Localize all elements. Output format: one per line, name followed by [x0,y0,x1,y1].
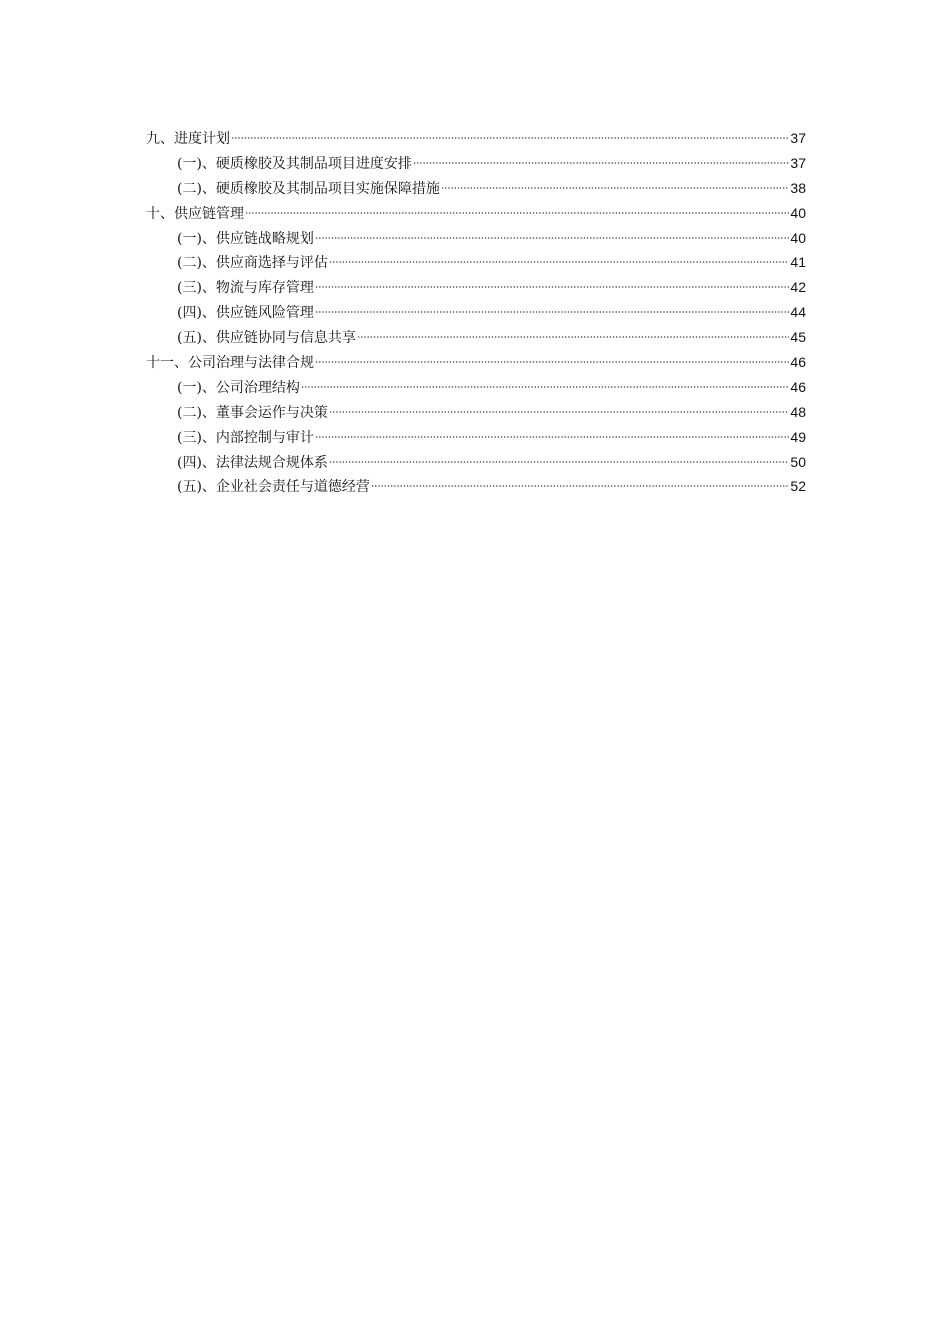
toc-entry-page-number: 38 [790,179,806,196]
toc-dot-leader [357,336,789,338]
toc-entry-title: 九、进度计划 [146,131,230,147]
toc-entry-title: (三)、物流与库存管理 [177,280,314,297]
toc-entry-title: (一)、公司治理结构 [177,379,300,396]
toc-entry[interactable] [146,226,806,251]
toc-entry[interactable] [146,300,806,325]
toc-entry[interactable] [146,400,806,425]
toc-entry[interactable] [146,176,806,201]
toc-dot-leader [245,212,789,214]
toc-entry-page-number: 50 [790,453,806,470]
toc-entry[interactable] [146,375,806,400]
toc-entry[interactable] [146,275,806,300]
toc-entry-page-number: 44 [790,304,806,321]
toc-entry[interactable] [146,151,806,176]
toc-entry-page-number: 42 [790,279,806,296]
toc-entry[interactable] [146,425,806,450]
toc-entry-title: (四)、法律法规合规体系 [177,454,328,471]
toc-entry-title: (二)、硬质橡胶及其制品项目实施保障措施 [177,180,440,197]
toc-dot-leader [329,461,789,463]
toc-entry[interactable] [146,350,806,375]
toc-dot-leader [231,137,789,139]
toc-entry-page-number: 48 [790,403,806,420]
toc-entry-title: (一)、供应链战略规划 [177,230,314,247]
toc-entry-page-number: 41 [790,254,806,271]
toc-entry-title: 十一、公司治理与法律合规 [146,355,314,372]
toc-entry[interactable] [146,325,806,350]
toc-entry-title: 十、供应链管理 [146,205,244,222]
toc-entry-title: (二)、供应商选择与评估 [177,255,328,272]
toc-dot-leader [315,237,789,239]
toc-entry-title: (四)、供应链风险管理 [177,305,314,322]
toc-dot-leader [315,361,789,363]
toc-entry-page-number: 37 [790,154,806,171]
toc-entry-title: (一)、硬质橡胶及其制品项目进度安排 [177,155,412,172]
toc-entry[interactable] [146,474,806,499]
toc-entry-page-number: 37 [790,130,806,146]
toc-dot-leader [315,436,789,438]
toc-entry-page-number: 40 [790,229,806,246]
toc-entry-page-number: 46 [790,378,806,395]
toc-dot-leader [301,386,789,388]
toc-dot-leader [329,261,789,263]
toc-entry[interactable] [146,126,806,151]
toc-entry-page-number: 40 [790,204,806,221]
toc-entry[interactable] [146,201,806,226]
toc-dot-leader [315,286,789,288]
toc-dot-leader [371,485,789,487]
toc-entry-page-number: 52 [790,478,806,495]
toc-dot-leader [315,311,789,313]
toc-entry[interactable] [146,250,806,275]
toc-entry-title: (五)、供应链协同与信息共享 [177,330,356,347]
toc-entry-page-number: 45 [790,329,806,346]
toc-entry-title: (三)、内部控制与审计 [177,429,314,446]
toc-entry[interactable] [146,450,806,475]
toc-entry-page-number: 49 [790,428,806,445]
toc-entry-page-number: 46 [790,354,806,371]
toc-dot-leader [329,411,789,413]
toc-entry-title: (二)、董事会运作与决策 [177,404,328,421]
table-of-contents [146,126,806,499]
toc-dot-leader [441,187,789,189]
toc-entry-title: (五)、企业社会责任与道德经营 [177,479,370,496]
toc-dot-leader [413,162,789,164]
